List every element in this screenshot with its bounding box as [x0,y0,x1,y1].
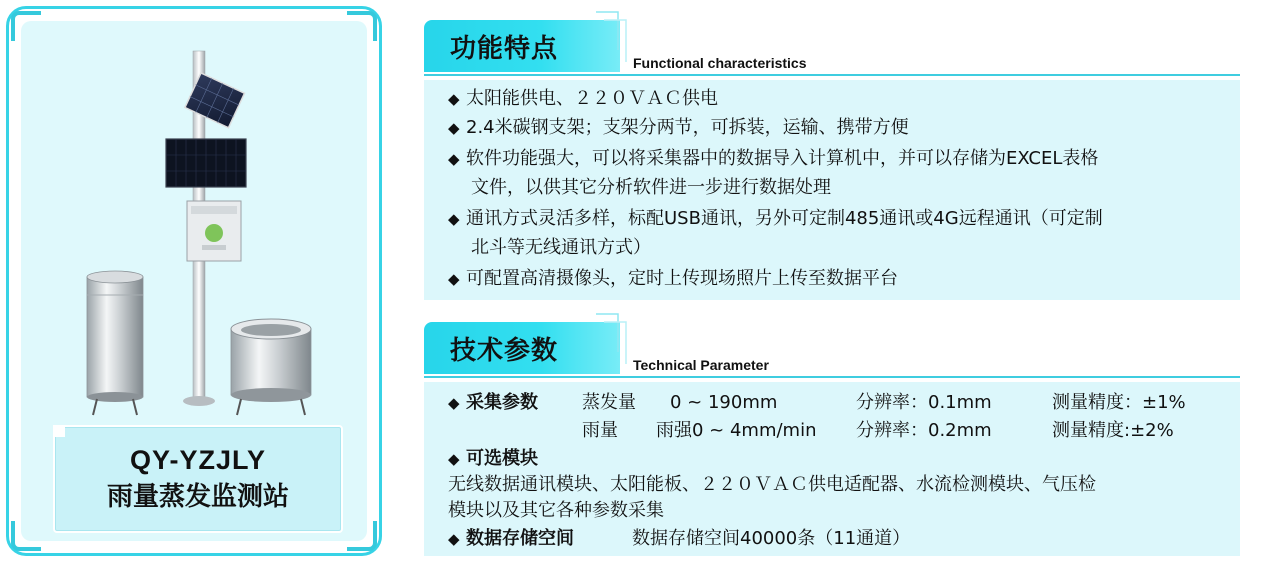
product-model: QY-YZJLY [129,445,267,475]
feature-item-continuation: 文件，以供其它分析软件进一步进行数据处理 [471,177,831,198]
modules-text: 无线数据通讯模块、太阳能板、２２０ＶＡＣ供电适配器、水流检测模块、气压检 [448,474,1096,495]
params-label: ◆ 采集参数 [448,392,538,413]
param-name: 蒸发量 [582,392,636,413]
divider [424,74,1240,76]
feature-item: ◆ 可配置高清摄像头，定时上传现场照片上传至数据平台 [448,268,898,289]
weather-station-image [61,43,361,433]
feature-item: ◆ 通讯方式灵活多样，标配USB通讯，另外可定制485通讯或4G远程通讯（可定制 [448,208,1103,229]
param-resolution: 分辨率：0.1mm [856,392,992,413]
feature-item: ◆ 2.4米碳钢支架；支架分两节，可拆装，运输、携带方便 [448,117,909,138]
storage-label: ◆ 数据存储空间 [448,528,574,549]
product-name: 雨量蒸发监测站 [106,482,289,512]
features-subtitle: Functional characteristics [633,55,807,71]
technical-subtitle: Technical Parameter [633,357,769,373]
technical-title: 技术参数 [450,336,559,366]
features-title: 功能特点 [450,34,559,64]
features-header-tab [424,20,620,72]
param-accuracy: 测量精度：±1% [1052,392,1186,413]
product-label [53,425,343,533]
feature-item-continuation: 北斗等无线通讯方式） [471,237,651,258]
storage-value: 数据存储空间40000条（11通道） [632,528,911,549]
param-accuracy: 测量精度:±2% [1052,420,1174,441]
divider [424,376,1240,378]
modules-label: ◆ 可选模块 [448,448,538,469]
modules-text: 模块以及其它各种参数采集 [448,500,664,521]
param-range: 雨强0 ~ 4mm/min [656,420,817,441]
technical-header-tab [424,322,620,374]
param-name: 雨量 [582,420,618,441]
feature-item: ◆ 软件功能强大，可以将采集器中的数据导入计算机中，并可以存储为EXCEL表格 [448,148,1099,169]
feature-item: ◆ 太阳能供电、２２０ＶＡＣ供电 [448,88,718,109]
product-card [6,6,382,556]
param-resolution: 分辨率：0.2mm [856,420,992,441]
param-range: 0 ~ 190mm [670,392,778,413]
